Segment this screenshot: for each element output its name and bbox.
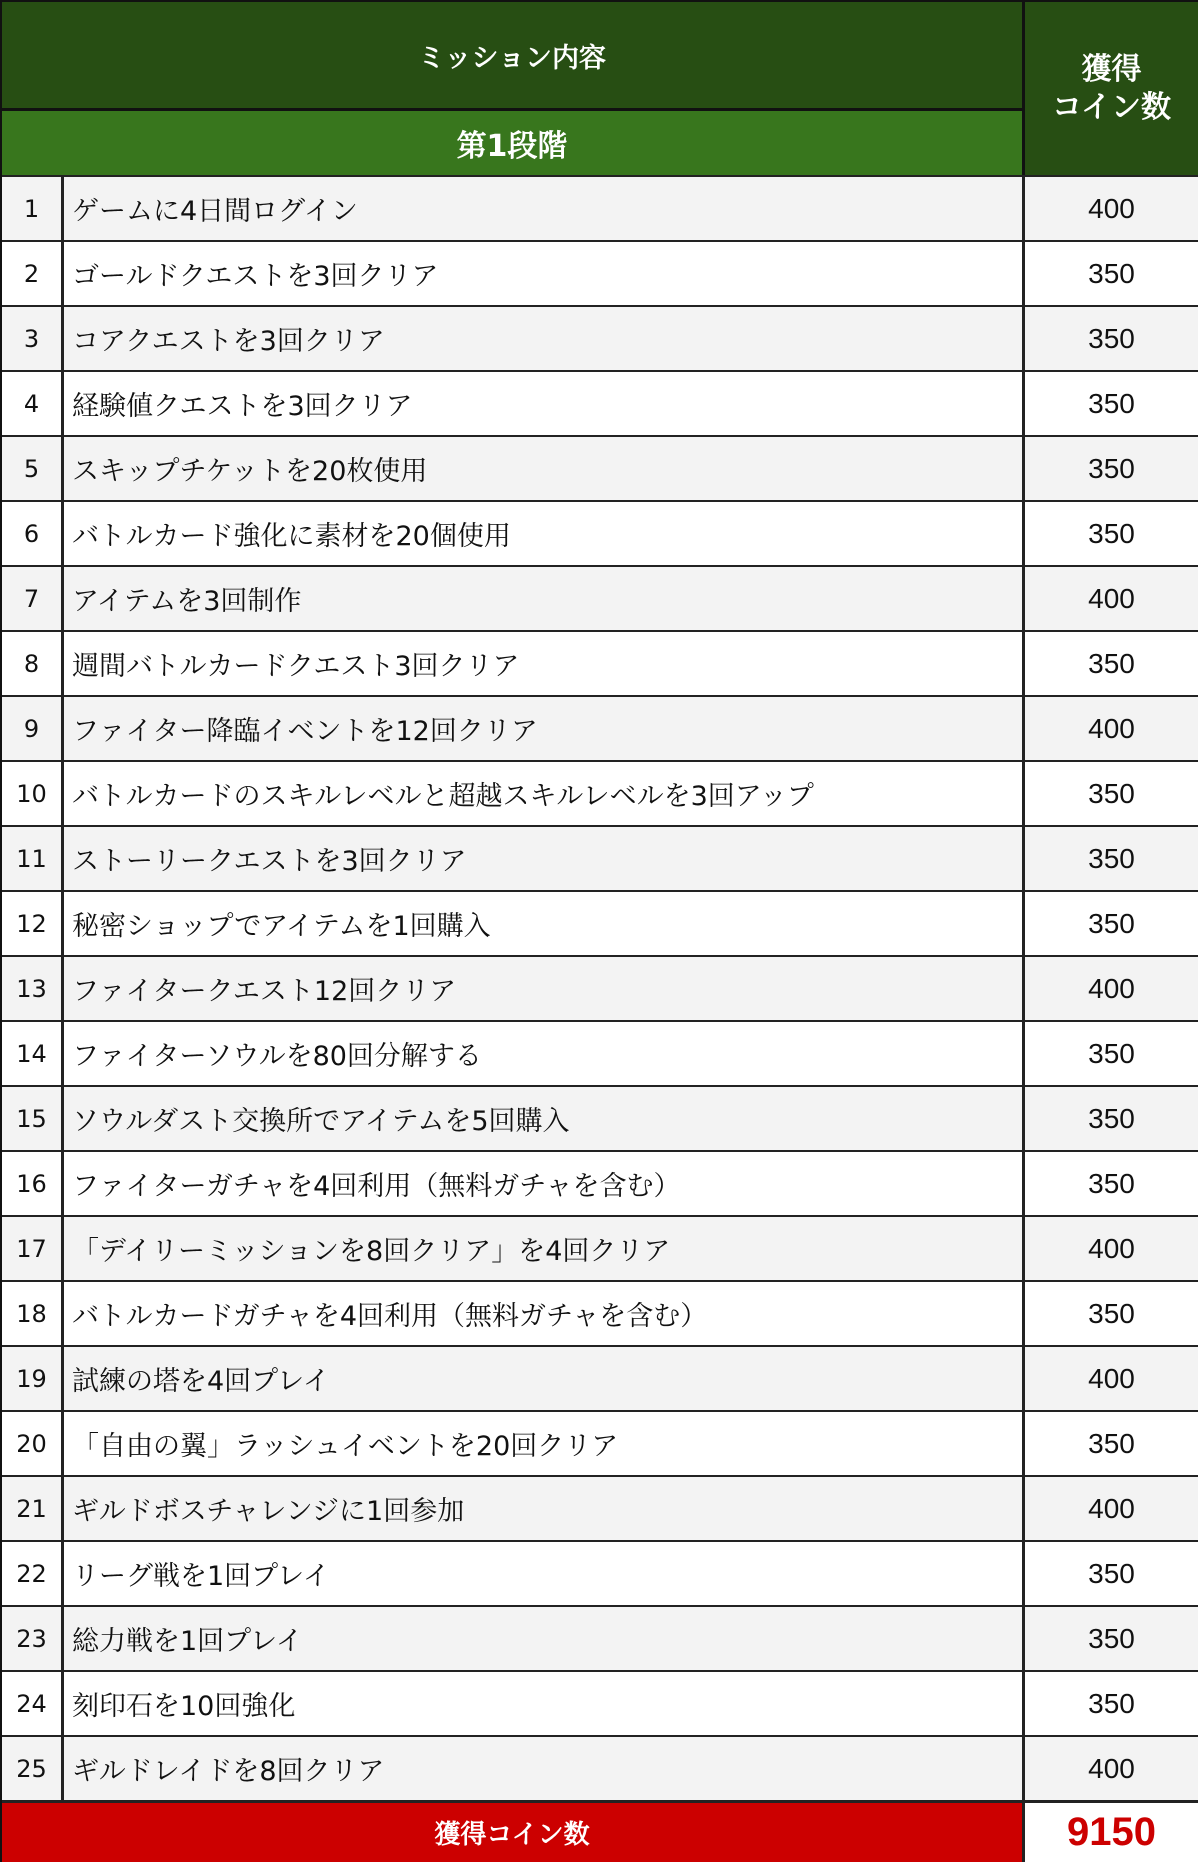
coin-value: 350 bbox=[1022, 502, 1198, 565]
row-number: 11 bbox=[2, 827, 64, 890]
mission-text: 週間バトルカードクエスト3回クリア bbox=[72, 651, 520, 682]
mission-text: 「自由の翼」ラッシュイベントを20回クリア bbox=[72, 1431, 619, 1462]
coin-value: 350 bbox=[1022, 1282, 1198, 1345]
coin-value: 350 bbox=[1022, 892, 1198, 955]
row-number: 21 bbox=[2, 1477, 64, 1540]
row-number: 15 bbox=[2, 1087, 64, 1150]
mission-text: ファイターソウルを80回分解する bbox=[72, 1041, 482, 1072]
row-number: 7 bbox=[2, 567, 64, 630]
table-row bbox=[2, 1280, 1198, 1345]
total-label: 獲得コイン数 bbox=[2, 1803, 1022, 1862]
mission-text: スキップチケットを20枚使用 bbox=[72, 456, 428, 487]
row-number: 19 bbox=[2, 1347, 64, 1410]
table-row bbox=[2, 825, 1198, 890]
table-row bbox=[2, 630, 1198, 695]
table-row bbox=[2, 695, 1198, 760]
mission-text: アイテムを3回制作 bbox=[72, 586, 302, 617]
coin-value: 350 bbox=[1022, 1152, 1198, 1215]
coin-value: 350 bbox=[1022, 827, 1198, 890]
coin-value: 400 bbox=[1022, 1477, 1198, 1540]
coin-value: 350 bbox=[1022, 1412, 1198, 1475]
total-row bbox=[2, 1800, 1198, 1862]
table-row bbox=[2, 500, 1198, 565]
row-number: 16 bbox=[2, 1152, 64, 1215]
row-number: 8 bbox=[2, 632, 64, 695]
table-row bbox=[2, 1410, 1198, 1475]
coin-header-line1: 獲得 bbox=[1081, 52, 1142, 87]
mission-rows bbox=[2, 175, 1198, 1800]
table-row bbox=[2, 1020, 1198, 1085]
mission-text: ゴールドクエストを3回クリア bbox=[72, 261, 439, 292]
table-row bbox=[2, 435, 1198, 500]
mission-text: バトルカードガチャを4回利用（無料ガチャを含む） bbox=[72, 1301, 708, 1332]
table-row bbox=[2, 1540, 1198, 1605]
mission-text: コアクエストを3回クリア bbox=[72, 326, 385, 357]
coin-value: 350 bbox=[1022, 1087, 1198, 1150]
mission-text: 経験値クエストを3回クリア bbox=[72, 391, 413, 422]
row-number: 9 bbox=[2, 697, 64, 760]
table-row bbox=[2, 1215, 1198, 1280]
mission-text: バトルカード強化に素材を20個使用 bbox=[72, 521, 511, 552]
mission-text: 「デイリーミッションを8回クリア」を4回クリア bbox=[72, 1236, 671, 1267]
coin-value: 400 bbox=[1022, 957, 1198, 1020]
row-number: 13 bbox=[2, 957, 64, 1020]
mission-text: 秘密ショップでアイテムを1回購入 bbox=[72, 911, 491, 942]
coin-value: 400 bbox=[1022, 1737, 1198, 1800]
row-number: 10 bbox=[2, 762, 64, 825]
mission-text: ゲームに4日間ログイン bbox=[72, 196, 358, 227]
row-number: 12 bbox=[2, 892, 64, 955]
coin-header-line2: コイン数 bbox=[1051, 89, 1172, 125]
table-row bbox=[2, 240, 1198, 305]
row-number: 23 bbox=[2, 1607, 64, 1670]
row-number: 24 bbox=[2, 1672, 64, 1735]
mission-content-title: ミッション内容 bbox=[418, 42, 606, 74]
row-number: 25 bbox=[2, 1737, 64, 1800]
coin-value: 350 bbox=[1022, 1672, 1198, 1735]
mission-text: リーグ戦を1回プレイ bbox=[72, 1561, 330, 1592]
coin-value: 350 bbox=[1022, 437, 1198, 500]
coin-value: 400 bbox=[1022, 177, 1198, 240]
coin-value: 400 bbox=[1022, 567, 1198, 630]
row-number: 2 bbox=[2, 242, 64, 305]
coin-value: 350 bbox=[1022, 1542, 1198, 1605]
coin-value: 350 bbox=[1022, 1607, 1198, 1670]
coin-value: 400 bbox=[1022, 1217, 1198, 1280]
table-row bbox=[2, 1735, 1198, 1800]
row-number: 14 bbox=[2, 1022, 64, 1085]
table-row bbox=[2, 1345, 1198, 1410]
table-row bbox=[2, 1475, 1198, 1540]
row-number: 22 bbox=[2, 1542, 64, 1605]
stage-header bbox=[2, 111, 1022, 175]
mission-text: ストーリークエストを3回クリア bbox=[72, 846, 467, 877]
coin-value: 350 bbox=[1022, 307, 1198, 370]
coin-value: 350 bbox=[1022, 242, 1198, 305]
table-row bbox=[2, 370, 1198, 435]
total-value: 9150 bbox=[1022, 1803, 1198, 1862]
table-row bbox=[2, 305, 1198, 370]
table-row bbox=[2, 1150, 1198, 1215]
row-number: 20 bbox=[2, 1412, 64, 1475]
mission-text: ギルドレイドを8回クリア bbox=[72, 1756, 385, 1787]
mission-text: ファイターガチャを4回利用（無料ガチャを含む） bbox=[72, 1171, 681, 1202]
row-number: 17 bbox=[2, 1217, 64, 1280]
mission-text: ファイター降臨イベントを12回クリア bbox=[72, 716, 538, 747]
table-row bbox=[2, 1605, 1198, 1670]
mission-text: 試練の塔を4回プレイ bbox=[72, 1366, 330, 1397]
row-number: 3 bbox=[2, 307, 64, 370]
table-row bbox=[2, 890, 1198, 955]
coin-value: 350 bbox=[1022, 372, 1198, 435]
row-number: 1 bbox=[2, 177, 64, 240]
coin-value: 350 bbox=[1022, 632, 1198, 695]
table-row bbox=[2, 175, 1198, 240]
coin-value: 400 bbox=[1022, 1347, 1198, 1410]
row-number: 18 bbox=[2, 1282, 64, 1345]
table-row bbox=[2, 760, 1198, 825]
coin-value: 350 bbox=[1022, 762, 1198, 825]
mission-text: ファイタークエスト12回クリア bbox=[72, 976, 457, 1007]
coin-count-header bbox=[1022, 2, 1198, 175]
mission-text: ギルドボスチャレンジに1回参加 bbox=[72, 1496, 465, 1527]
row-number: 6 bbox=[2, 502, 64, 565]
coin-value: 400 bbox=[1022, 697, 1198, 760]
row-number: 4 bbox=[2, 372, 64, 435]
mission-text: 刻印石を10回強化 bbox=[72, 1691, 296, 1722]
table-row bbox=[2, 565, 1198, 630]
table-row bbox=[2, 955, 1198, 1020]
mission-text: 総力戦を1回プレイ bbox=[72, 1626, 303, 1657]
stage-title: 第1段階 bbox=[456, 129, 568, 164]
table-row bbox=[2, 1085, 1198, 1150]
mission-text: ソウルダスト交換所でアイテムを5回購入 bbox=[72, 1106, 570, 1137]
mission-text: バトルカードのスキルレベルと超越スキルレベルを3回アップ bbox=[72, 781, 814, 812]
mission-content-header bbox=[2, 2, 1022, 111]
coin-value: 350 bbox=[1022, 1022, 1198, 1085]
table-row bbox=[2, 1670, 1198, 1735]
row-number: 5 bbox=[2, 437, 64, 500]
